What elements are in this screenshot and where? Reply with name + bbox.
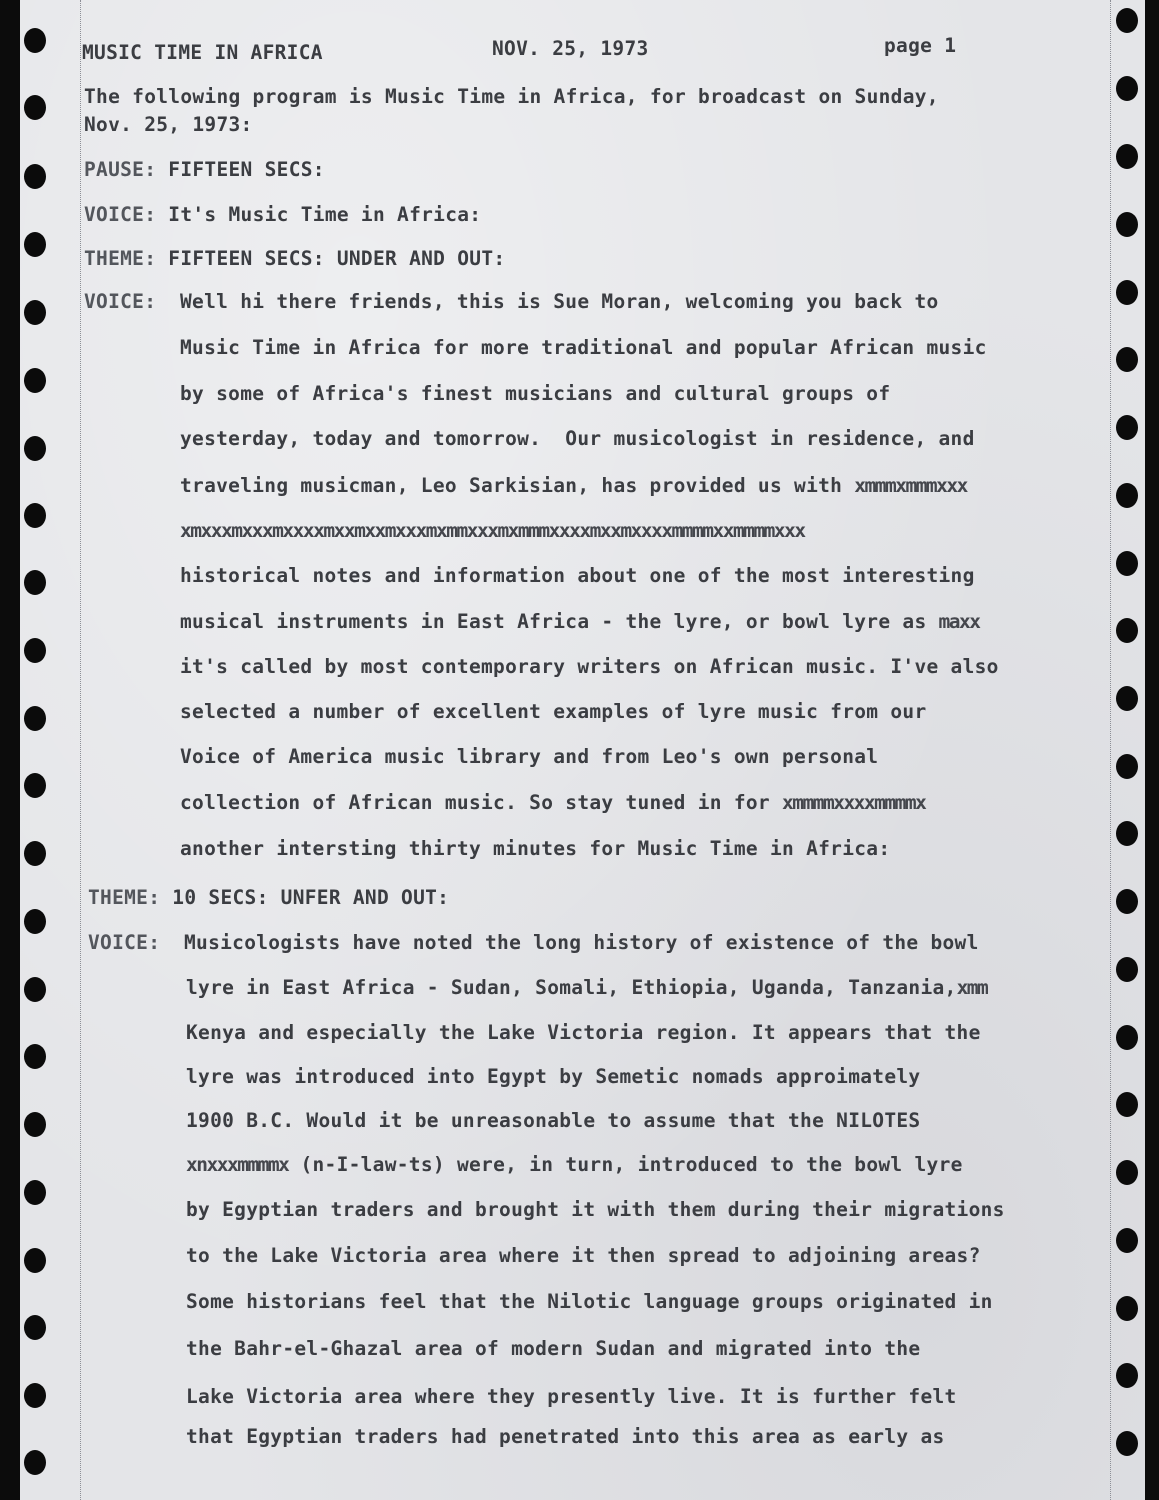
strikeout: xnxxxmmmmx xyxy=(186,1153,289,1176)
voice-line: Music Time in Africa for more traditional and popular African music xyxy=(180,336,987,359)
voice-line: Kenya and especially the Lake Victoria region. It appears that the xyxy=(186,1021,981,1044)
cue-label: THEME: xyxy=(88,886,161,909)
cue-text: FIFTEEN SECS: UNDER AND OUT: xyxy=(168,247,506,270)
voice-line: Voice of America music library and from Leo's own personal xyxy=(180,745,879,768)
cue-text: FIFTEEN SECS: xyxy=(168,158,325,181)
pause-cue xyxy=(84,158,325,181)
voice-line: 1900 B.C. Would it be unreasonable to assume that the NILOTES xyxy=(186,1109,921,1132)
voice-line: Well hi there friends, this is Sue Moran, welcoming you back to xyxy=(180,290,939,313)
voice-line: historical notes and information about one of the most interesting xyxy=(180,564,975,587)
voice-line: Lake Victoria area where they presently live. It is further felt xyxy=(186,1385,957,1408)
strikeout: xmmmmxxxxmmmmx xyxy=(782,791,926,814)
page-number: page 1 xyxy=(884,34,957,57)
voice-cue xyxy=(84,203,481,226)
cue-label: VOICE: xyxy=(84,203,157,226)
voice-line xyxy=(180,474,967,497)
cue-label: VOICE: xyxy=(84,290,157,313)
voice-line: selected a number of excellent examples of lyre music from our xyxy=(180,700,927,723)
strikeout: xmm xyxy=(956,976,988,999)
broadcast-date: NOV. 25, 1973 xyxy=(492,37,649,60)
intro-line: Nov. 25, 1973: xyxy=(84,113,253,136)
strikeout-line: xmxxxmxxxmxxxxmxxmxxmxxxmxmmxxxmxmmmxxxxmxxmxxxxmmmmxxmmmmxxx xyxy=(180,519,805,542)
line-text: collection of African music. So stay tuned in for xyxy=(180,791,782,814)
voice-line xyxy=(186,976,987,999)
cue-text: It's Music Time in Africa: xyxy=(168,203,482,226)
line-text: traveling musicman, Leo Sarkisian, has provided us with xyxy=(180,474,855,497)
cue-label: THEME: xyxy=(84,247,157,270)
theme-cue xyxy=(84,247,505,270)
voice-line: another intersting thirty minutes for Music Time in Africa: xyxy=(180,837,891,860)
voice-line: yesterday, today and tomorrow. Our musicologist in residence, and xyxy=(180,427,975,450)
voice-line xyxy=(180,610,980,633)
line-text: lyre in East Africa - Sudan, Somali, Ethiopia, Uganda, Tanzania, xyxy=(186,976,957,999)
cue-label: PAUSE: xyxy=(84,158,157,181)
strikeout: xmmmxmmmxxx xyxy=(854,474,967,497)
voice-line: it's called by most contemporary writers on African music. I've also xyxy=(180,655,999,678)
strikeout: maxx xyxy=(938,610,980,633)
voice-line: Some historians feel that the Nilotic language groups originated in xyxy=(186,1290,993,1313)
voice-line: that Egyptian traders had penetrated into this area as early as xyxy=(186,1425,945,1448)
voice-line: to the Lake Victoria area where it then spread to adjoining areas? xyxy=(186,1244,981,1267)
cue-text: 10 SECS: UNFER AND OUT: xyxy=(172,886,450,909)
cue-label: VOICE: xyxy=(88,931,161,954)
voice-line: by Egyptian traders and brought it with them during their migrations xyxy=(186,1198,1005,1221)
voice-line xyxy=(186,1153,963,1176)
voice-line: the Bahr-el-Ghazal area of modern Sudan and migrated into the xyxy=(186,1337,921,1360)
theme-cue xyxy=(88,886,449,909)
line-text: musical instruments in East Africa - the lyre, or bowl lyre as xyxy=(180,610,939,633)
intro-line: The following program is Music Time in Africa, for broadcast on Sunday, xyxy=(84,85,939,108)
line-text: (n-I-law-ts) were, in turn, introduced to the bowl lyre xyxy=(288,1153,963,1176)
voice-line xyxy=(180,791,925,814)
voice-line: Musicologists have noted the long history of existence of the bowl xyxy=(184,931,979,954)
voice-line: lyre was introduced into Egypt by Semetic nomads approimately xyxy=(186,1065,921,1088)
voice-line: by some of Africa's finest musicians and cultural groups of xyxy=(180,382,891,405)
program-title: MUSIC TIME IN AFRICA xyxy=(82,41,323,64)
